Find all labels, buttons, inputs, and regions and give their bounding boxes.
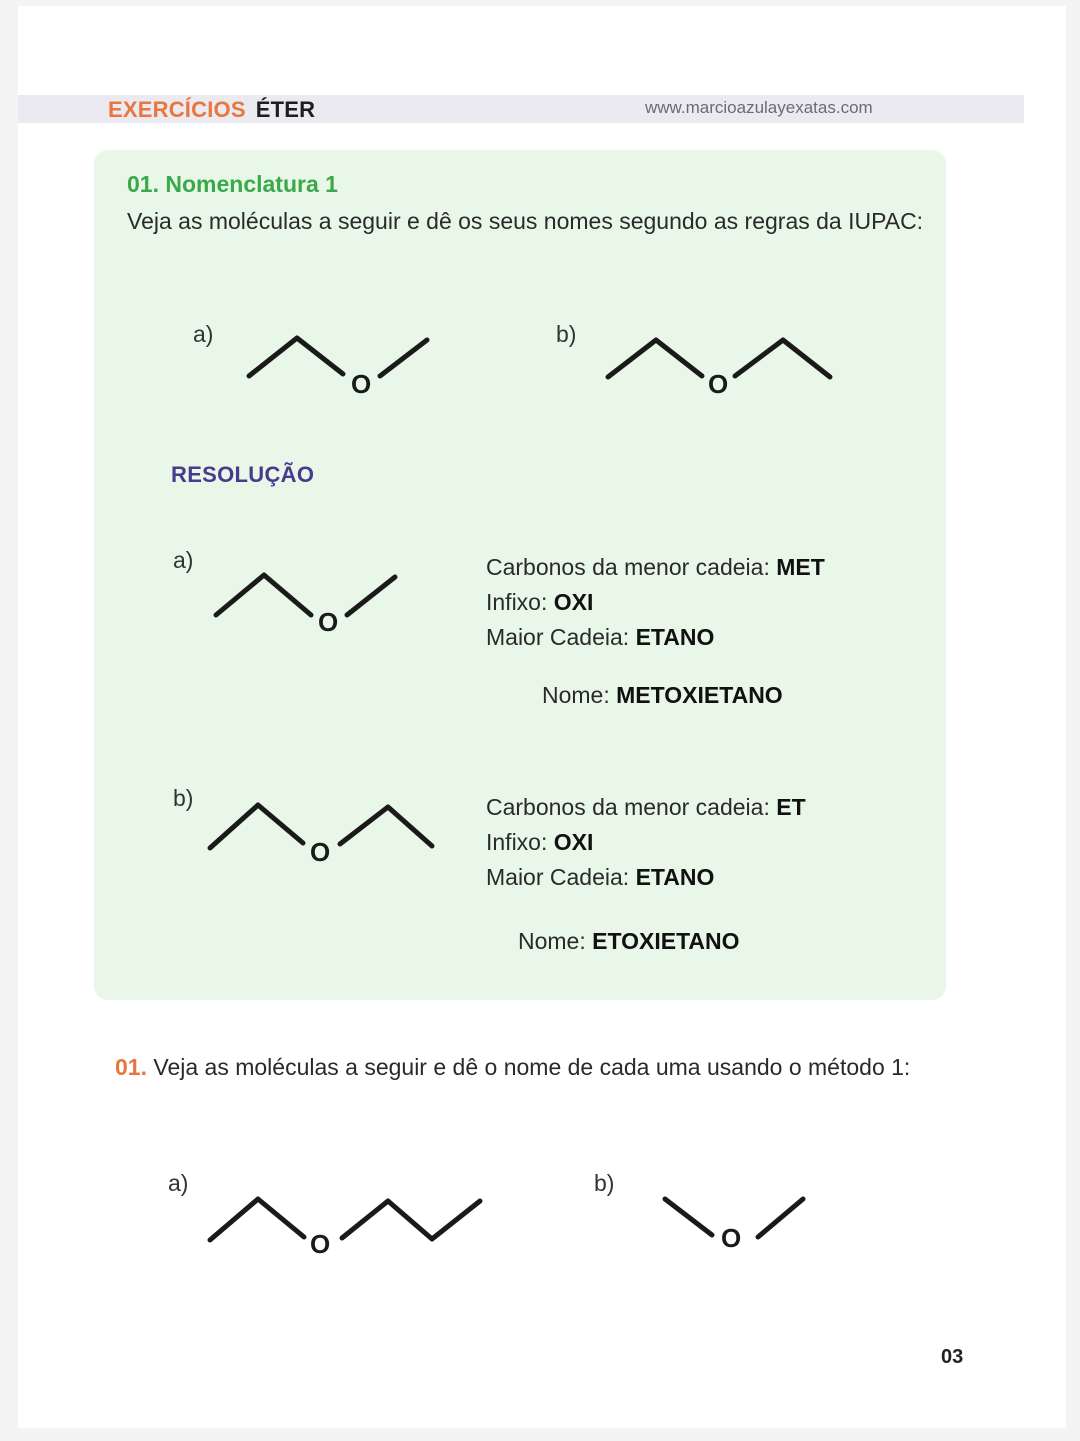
maior-cadeia-value: ETANO [635, 624, 715, 650]
resolution-b-name: Nome: ETOXIETANO [518, 928, 740, 954]
exercise-a-label: a) [168, 1170, 189, 1196]
oxygen-atom: O [708, 369, 729, 399]
molecule-b-label: b) [556, 321, 577, 347]
resolution-title: RESOLUÇÃO [171, 462, 315, 487]
card-title: 01. Nomenclatura 1 [127, 171, 338, 197]
header-section: EXERCÍCIOS [108, 97, 246, 122]
oxygen-atom: O [318, 607, 339, 637]
infixo-value: OXI [553, 589, 594, 615]
resolution-b-label: b) [173, 785, 194, 811]
menor-cadeia-value: ET [776, 794, 806, 820]
infixo-value: OXI [553, 829, 594, 855]
resolution-a-structure [208, 565, 408, 640]
resolution-b-info: Carbonos da menor cadeia: ET Infixo: OXI Maior Cadeia: ETANO [486, 794, 806, 890]
oxygen-atom: O [351, 369, 372, 399]
oxygen-atom: O [721, 1223, 742, 1253]
iupac-name: ETOXIETANO [592, 928, 740, 954]
exercise-prompt: 01. Veja as moléculas a seguir e dê o nome de cada uma usando o método 1: [115, 1054, 911, 1080]
header-website-link[interactable]: www.marcioazulayexatas.com [645, 98, 873, 117]
oxygen-atom: O [310, 837, 331, 867]
molecule-b-structure [600, 330, 840, 400]
menor-cadeia-value: MET [776, 554, 825, 580]
card-intro: Veja as moléculas a seguir e dê os seus nomes segundo as regras da IUPAC: [127, 208, 924, 234]
molecule-a-label: a) [193, 321, 214, 347]
header-title [108, 97, 315, 123]
iupac-name: METOXIETANO [616, 682, 783, 708]
molecule-a-structure [240, 330, 440, 400]
exercise-b-structure [655, 1185, 815, 1260]
resolution-a-label: a) [173, 547, 194, 573]
page-number: 03 [941, 1346, 964, 1368]
maior-cadeia-value: ETANO [635, 864, 715, 890]
resolution-a-info: Carbonos da menor cadeia: MET Infixo: OXI Maior Cadeia: ETANO [486, 554, 825, 650]
exercise-b-label: b) [594, 1170, 615, 1196]
header-topic: ÉTER [255, 97, 316, 122]
exercise-a-structure [200, 1185, 500, 1260]
resolution-a-name: Nome: METOXIETANO [542, 682, 783, 708]
exercise-number: 01. [115, 1054, 147, 1080]
oxygen-atom: O [310, 1229, 331, 1259]
resolution-b-structure [200, 795, 445, 870]
